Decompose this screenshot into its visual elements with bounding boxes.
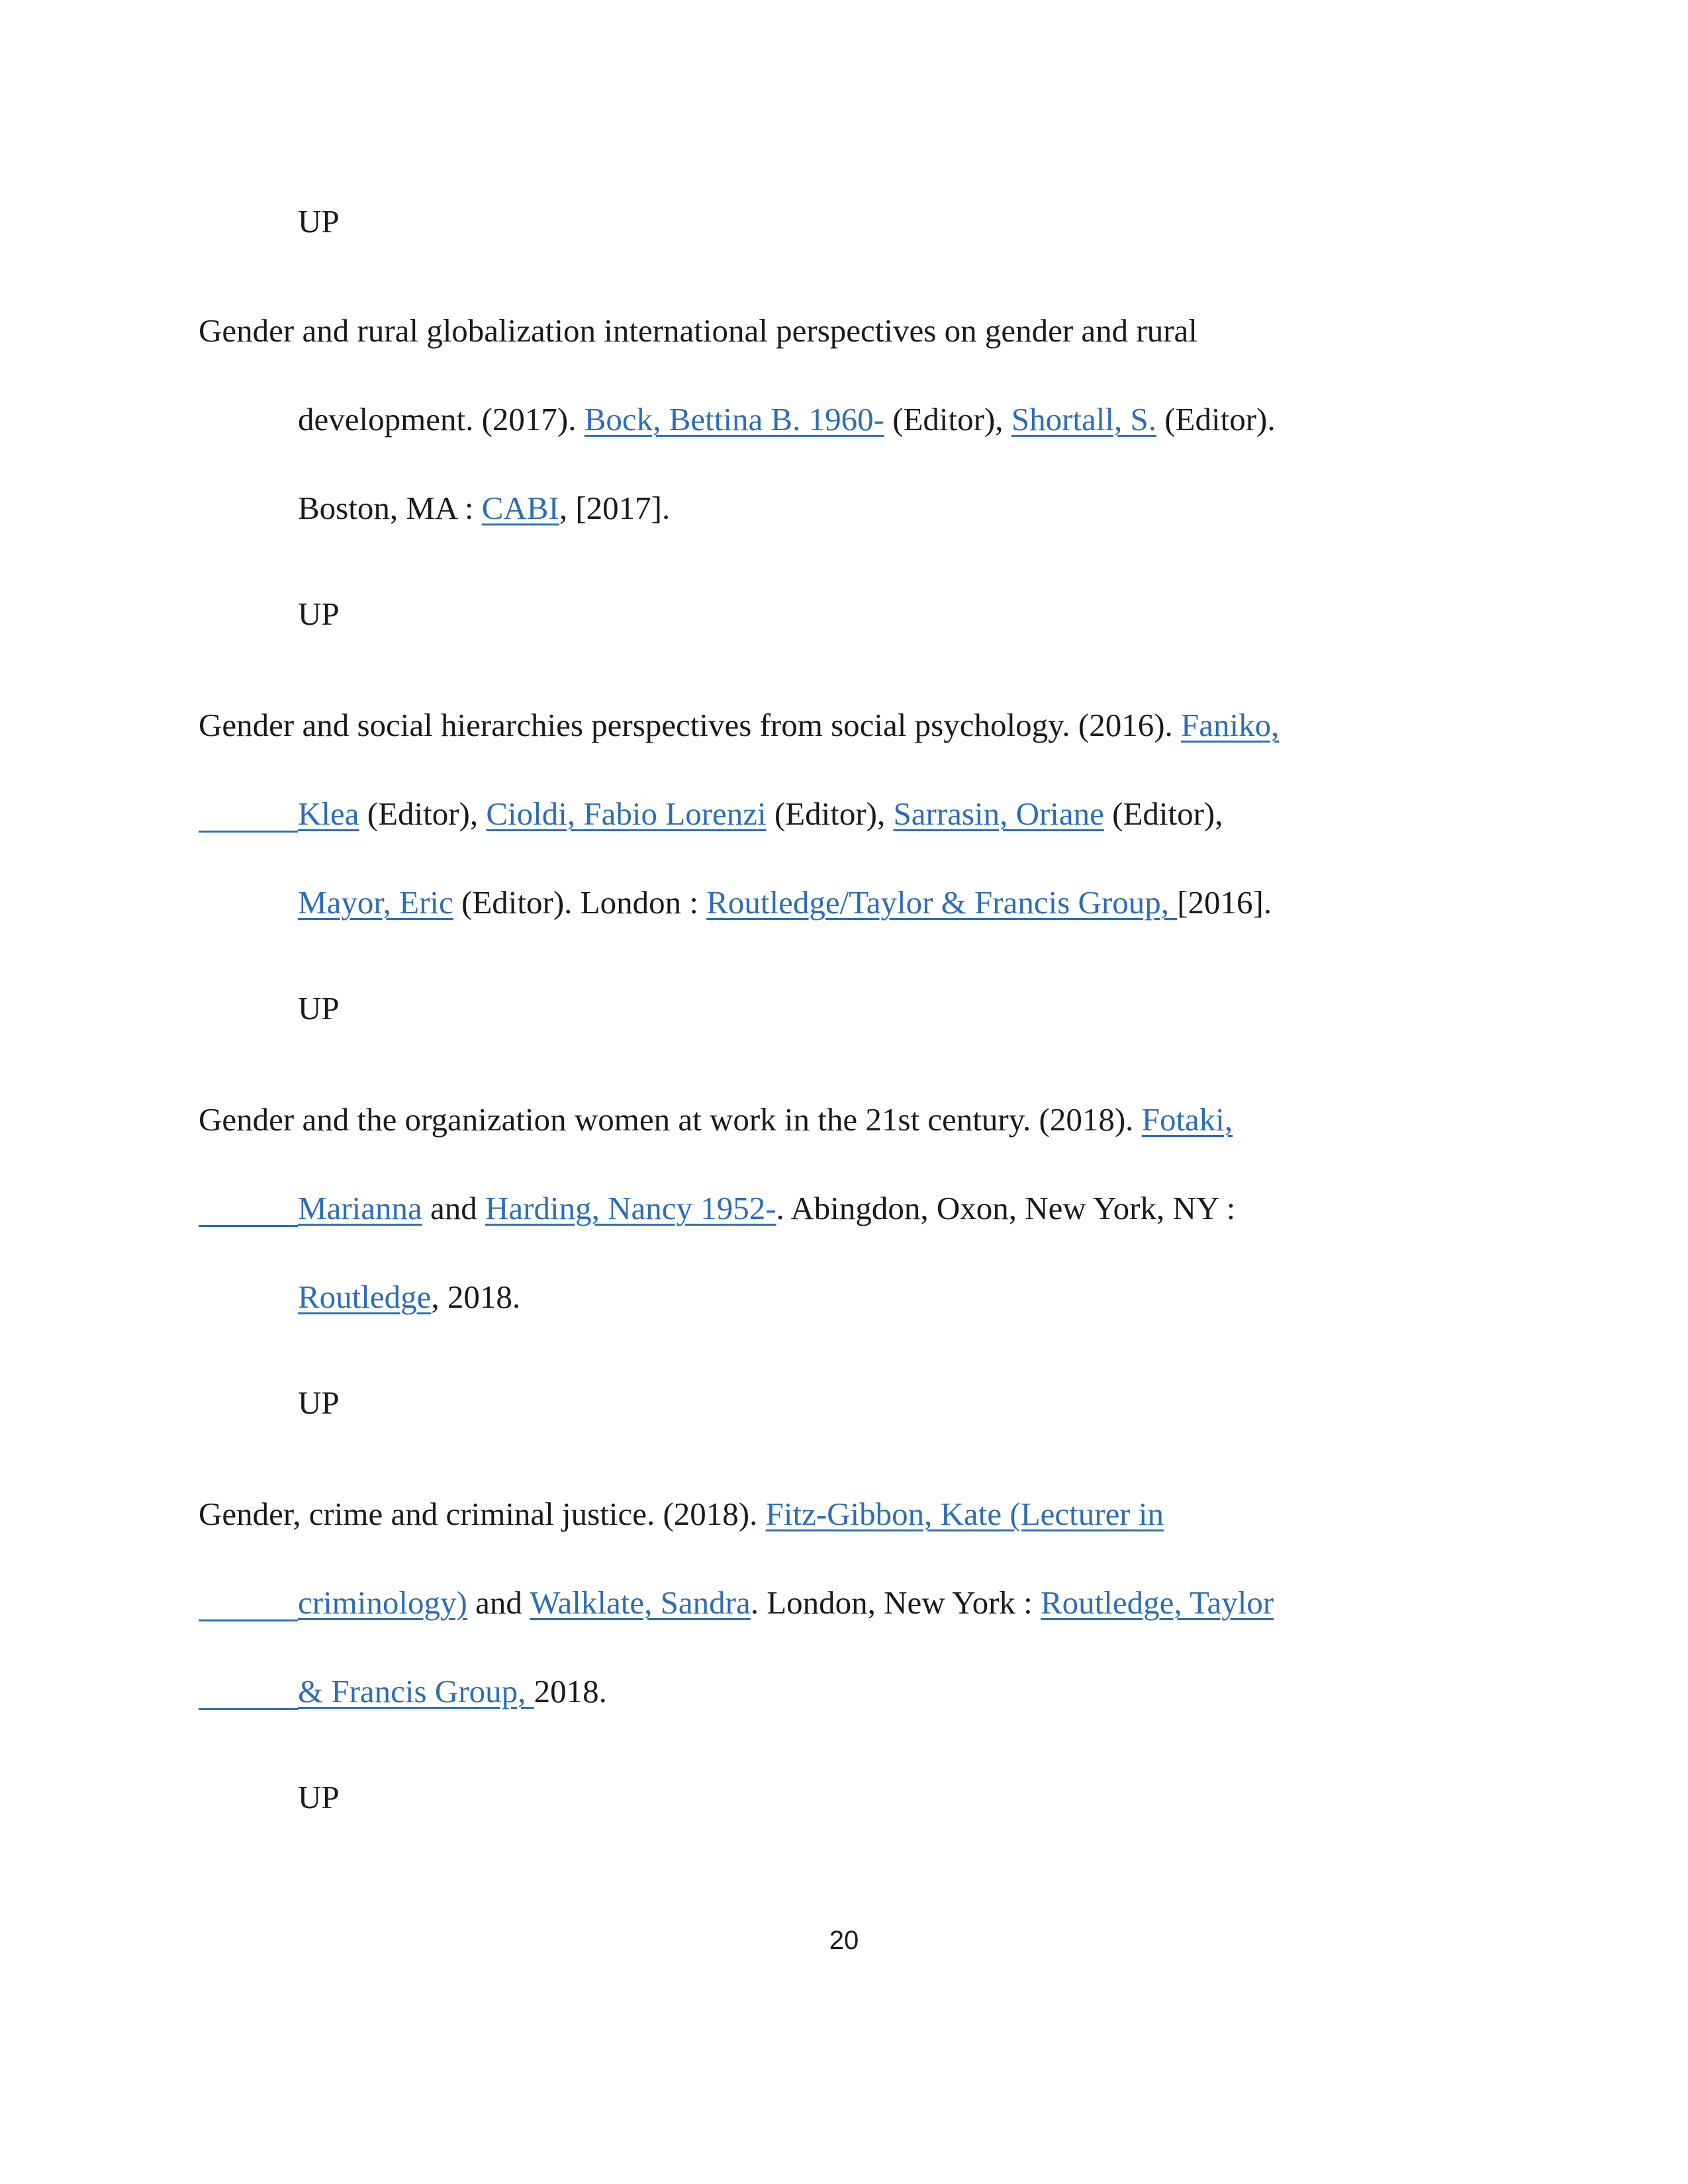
author-link[interactable]: Sarrasin, Oriane (893, 796, 1104, 832)
author-link[interactable]: Shortall, S. (1011, 401, 1156, 437)
entry-title-line (199, 705, 1279, 745)
page-number: 20 (829, 1926, 859, 1955)
entry-text: development. (2017). (298, 401, 585, 437)
author-link[interactable]: Marianna (298, 1190, 422, 1226)
entry-label (298, 594, 340, 634)
entry-text: , [2017]. (559, 490, 671, 526)
up-label: UP (298, 1385, 340, 1421)
entry-title: Gender and rural globalization international perspectives on gender and rural (199, 312, 1197, 349)
entry-title: Gender and social hierarchies perspectives from social psychology. (2016). (199, 707, 1182, 743)
entry-text: (Editor). London : (453, 884, 707, 921)
entry-label (298, 989, 340, 1028)
publisher-link[interactable]: Routledge, Taylor (1041, 1584, 1274, 1621)
entry-text: . London, New York : (750, 1584, 1041, 1621)
entry-line (199, 794, 1223, 834)
author-link[interactable]: Fitz-Gibbon, Kate (Lecturer in (765, 1496, 1164, 1532)
link-underline-continuation (199, 1707, 298, 1710)
link-underline-continuation (199, 830, 298, 833)
entry-line (199, 1672, 607, 1711)
entry-line (298, 488, 670, 528)
entry-title-line (199, 311, 1197, 351)
publisher-link[interactable]: Routledge (298, 1279, 432, 1315)
entry-title-line (199, 1494, 1164, 1534)
entry-line (298, 400, 1276, 439)
link-underline-continuation (199, 1224, 298, 1227)
entry-line (298, 1277, 520, 1317)
up-label: UP (298, 596, 340, 632)
up-label: UP (298, 990, 340, 1026)
entry-title: Gender and the organization women at work in the 21st century. (2018). (199, 1101, 1142, 1138)
entry-line (199, 1189, 1235, 1228)
entry-text: , 2018. (431, 1279, 521, 1315)
up-label: UP (298, 203, 340, 240)
entry-text: and (467, 1584, 530, 1621)
entry-label (298, 1778, 340, 1817)
author-link[interactable]: Bock, Bettina B. 1960- (584, 401, 884, 437)
entry-text: (Editor), (1103, 796, 1223, 832)
entry-text: (Editor), (884, 401, 1011, 437)
entry-text: (Editor), (359, 796, 487, 832)
author-link[interactable]: Walklate, Sandra (530, 1584, 751, 1621)
entry-line (298, 883, 1272, 923)
publisher-link[interactable]: Routledge/Taylor & Francis Group, (706, 884, 1178, 921)
entry-text: (Editor). (1156, 401, 1276, 437)
entry-line (199, 1583, 1274, 1623)
publisher-link[interactable]: & Francis Group, (298, 1673, 534, 1709)
author-link[interactable]: Faniko, (1181, 707, 1280, 743)
author-link[interactable]: criminology) (298, 1584, 467, 1621)
author-link[interactable]: Klea (298, 796, 359, 832)
author-link[interactable]: Fotaki, (1141, 1101, 1233, 1138)
author-link[interactable]: Cioldi, Fabio Lorenzi (486, 796, 767, 832)
entry-text: [2016]. (1177, 884, 1272, 921)
entry-text: Boston, MA : (298, 490, 482, 526)
entry-title: Gender, crime and criminal justice. (2018). (199, 1496, 766, 1532)
entry-text: and (422, 1190, 485, 1226)
author-link[interactable]: Mayor, Eric (298, 884, 453, 921)
entry-text: 2018. (534, 1673, 607, 1709)
entry-text: (Editor), (766, 796, 894, 832)
up-label: UP (298, 1779, 340, 1815)
entry-label (298, 202, 340, 242)
link-underline-continuation (199, 1619, 298, 1621)
author-link[interactable]: Harding, Nancy 1952- (485, 1190, 776, 1226)
entry-text: . Abingdon, Oxon, New York, NY : (776, 1190, 1236, 1226)
publisher-link[interactable]: CABI (481, 490, 559, 526)
entry-label (298, 1383, 340, 1423)
entry-title-line (199, 1100, 1233, 1140)
